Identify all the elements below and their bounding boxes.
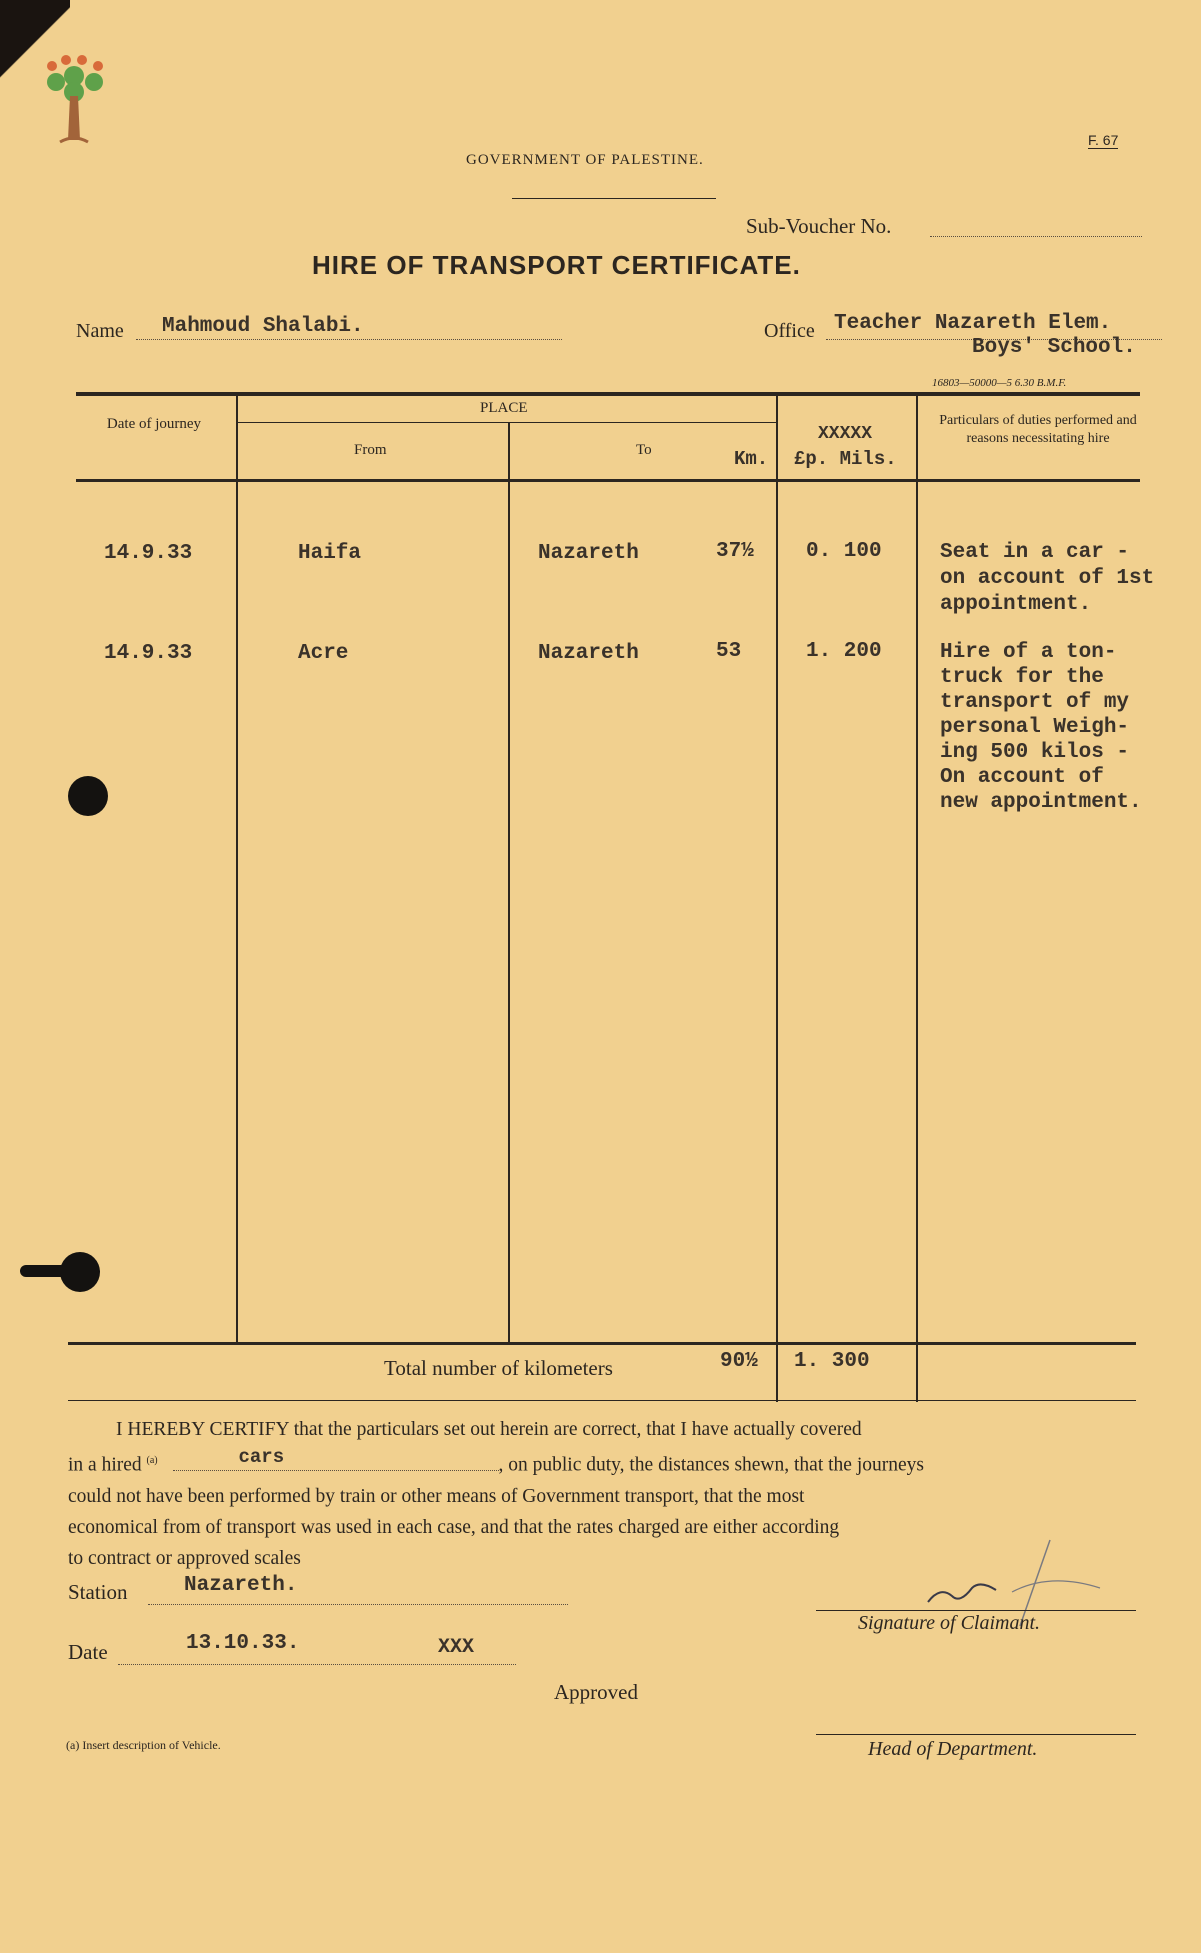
row1-particulars-line: appointment. <box>940 593 1092 616</box>
name-value: Mahmoud Shalabi. <box>162 315 364 338</box>
certification-line-1: I HEREBY CERTIFY that the particulars set out herein are correct, that I have actually covered <box>116 1419 862 1440</box>
row1-amount: 0. 100 <box>806 540 882 563</box>
row2-particulars-line: On account of <box>940 766 1104 789</box>
approved-label: Approved <box>554 1680 638 1704</box>
footnote: (a) Insert description of Vehicle. <box>66 1738 221 1752</box>
name-label: Name <box>76 320 124 342</box>
station-value: Nazareth. <box>184 1574 298 1597</box>
punch-hole <box>68 776 108 816</box>
sub-voucher-label: Sub-Voucher No. <box>746 214 892 238</box>
tree-logo <box>40 52 112 152</box>
head-of-department-label: Head of Department. <box>868 1738 1038 1760</box>
date-extra: XXX <box>438 1636 475 1659</box>
sub-voucher-field <box>930 218 1142 237</box>
government-heading: GOVERNMENT OF PALESTINE. <box>466 152 704 168</box>
row1-from: Haifa <box>298 542 362 565</box>
row2-amount: 1. 200 <box>806 640 882 663</box>
column-rule-from <box>508 422 510 1342</box>
header-place: PLACE <box>480 400 528 416</box>
note-marker: (a) <box>146 1455 158 1466</box>
certification-line-3: could not have been performed by train or other means of Government transport, that the most <box>68 1485 805 1507</box>
certification-line-5: to contract or approved scales <box>68 1547 301 1569</box>
vehicle-field <box>173 1445 499 1471</box>
signature-rule <box>816 1610 1136 1611</box>
column-rule-to <box>776 394 778 1402</box>
row2-particulars-line: Hire of a ton- <box>940 641 1117 664</box>
certification-line-2 <box>68 1445 1136 1481</box>
header-date: Date of journey <box>106 416 202 432</box>
print-code: 16803—50000—5 6.30 B.M.F. <box>932 377 1067 389</box>
certificate-title: HIRE OF TRANSPORT CERTIFICATE. <box>312 250 801 280</box>
total-amount: 1. 300 <box>794 1350 870 1373</box>
row2-particulars <box>940 640 1142 815</box>
total-km: 90½ <box>720 1350 758 1373</box>
header-particulars: Particulars of duties performed and reasons necessitating hire <box>939 413 1137 446</box>
row2-particulars-line: transport of my <box>940 691 1130 714</box>
row2-from: Acre <box>298 642 349 665</box>
header-amount-struck: XXXXX <box>818 424 873 444</box>
row1-km: 37½ <box>716 540 754 563</box>
header-to: To <box>636 442 652 458</box>
row2-date: 14.9.33 <box>104 642 193 665</box>
certification-public-duty: , on public duty, the distances shewn, that the journeys <box>498 1454 924 1476</box>
row2-particulars-line: ing 500 kilos - <box>940 741 1130 764</box>
office-label: Office <box>764 320 815 342</box>
row1-particulars-line: on account of 1st <box>940 567 1155 590</box>
row1-date: 14.9.33 <box>104 542 193 565</box>
certification-line-4: economical from of transport was used in each case, and that the rates charged are either according <box>68 1516 840 1538</box>
header-rule <box>512 198 716 199</box>
head-rule <box>816 1734 1136 1735</box>
header-from: From <box>354 442 387 458</box>
row2-particulars-line: new appointment. <box>940 791 1142 814</box>
office-value-line2: Boys' School. <box>972 336 1136 359</box>
row2-to: Nazareth <box>538 642 639 665</box>
row1-particulars-line: Seat in a car - <box>940 541 1130 564</box>
total-bottom-rule <box>68 1400 1136 1401</box>
row1-particulars <box>940 540 1154 618</box>
total-top-rule <box>68 1342 1136 1345</box>
row2-particulars-line: personal Weigh- <box>940 716 1130 739</box>
punch-hole-tail <box>20 1265 70 1277</box>
form-number: F. 67 <box>1088 132 1119 148</box>
header-amount: £p. Mils. <box>794 448 897 470</box>
column-rule-amount <box>916 394 918 1402</box>
row2-km: 53 <box>716 640 742 663</box>
date-value: 13.10.33. <box>186 1632 300 1655</box>
row1-to: Nazareth <box>538 542 639 565</box>
header-km: Km. <box>734 448 769 470</box>
certification-in-hired: in a hired <box>68 1454 142 1476</box>
row2-particulars-line: truck for the <box>940 666 1104 689</box>
signature-label: Signature of Claimant. <box>858 1612 1041 1634</box>
vehicle-value: cars <box>238 1445 285 1468</box>
station-label: Station <box>68 1580 128 1604</box>
date-label: Date <box>68 1640 108 1664</box>
office-value-line1: Teacher Nazareth Elem. <box>834 312 1112 335</box>
total-label: Total number of kilometers <box>384 1356 613 1380</box>
column-rule-date <box>236 394 238 1342</box>
